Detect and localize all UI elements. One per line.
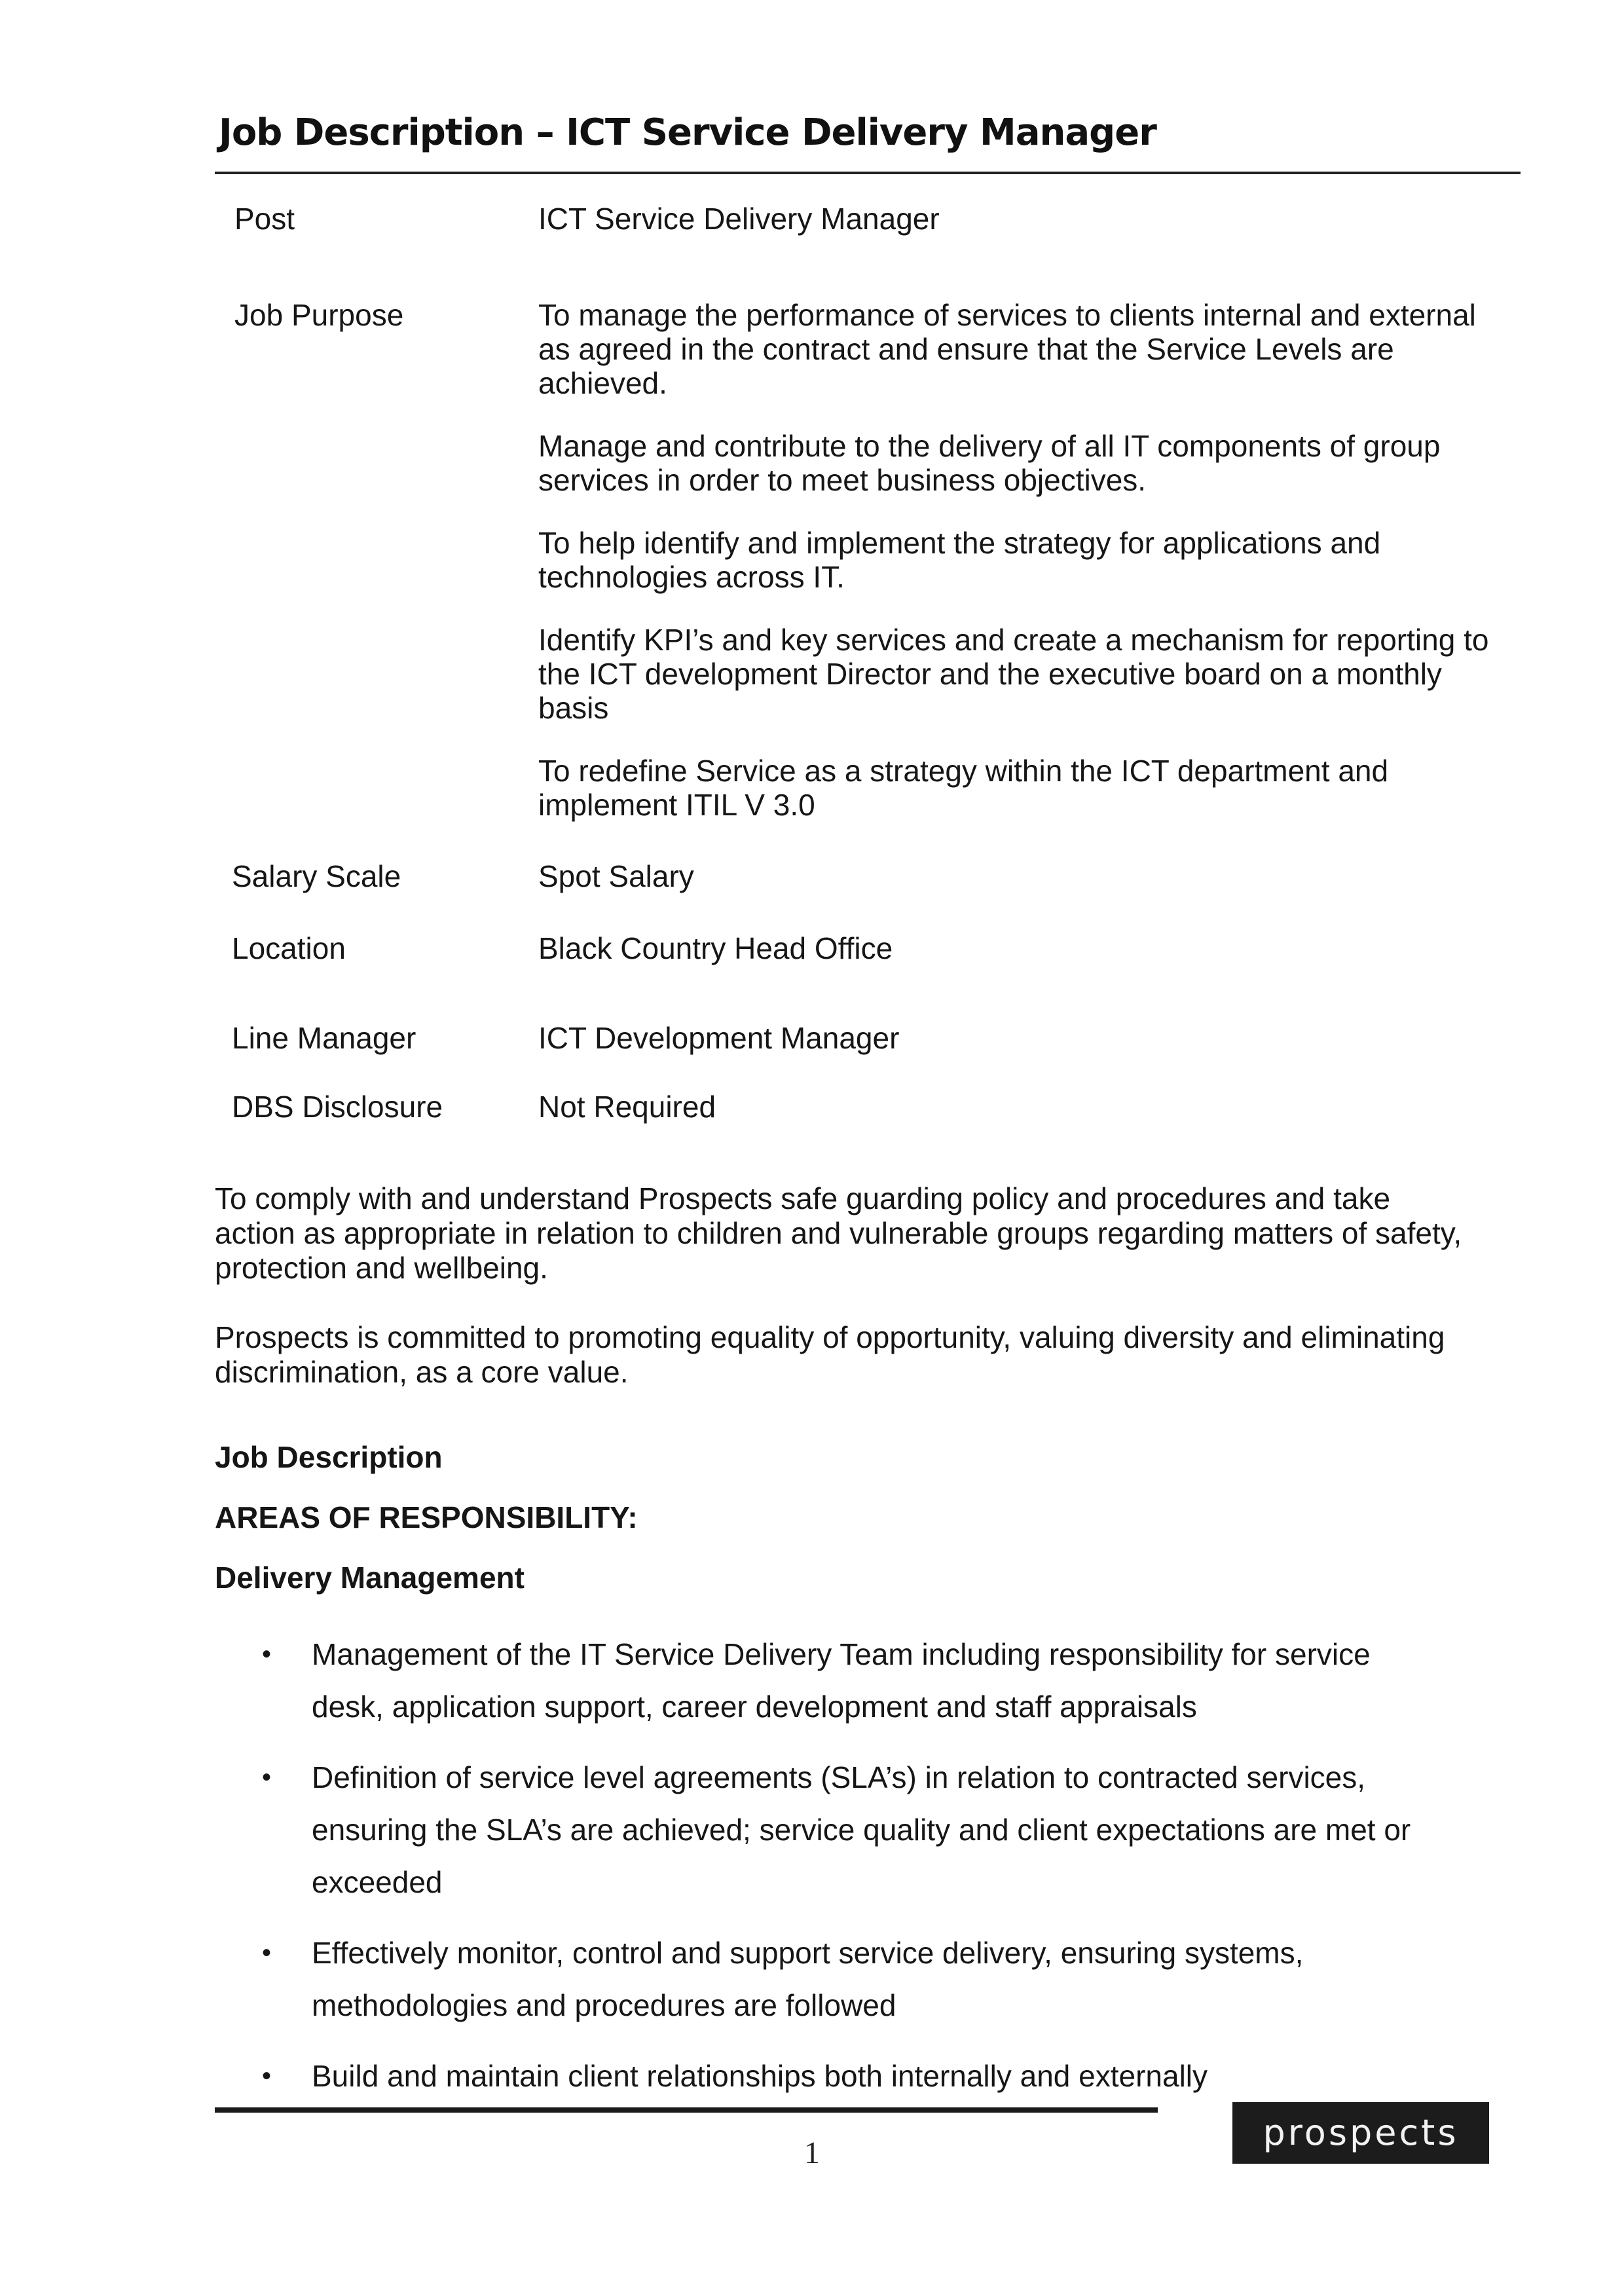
job-description-heading: Job Description [215, 1440, 443, 1474]
location-label: Location [232, 931, 346, 965]
salary-scale-value: Spot Salary [538, 859, 694, 893]
list-item-text: Effectively monitor, control and support service delivery, ensuring systems, methodologies and procedures are followed [312, 1936, 1304, 2022]
list-item-text: Definition of service level agreements (SLA’s) in relation to contracted services, ensuring the SLA’s are achieved; service quality and client expectations are met or exceeded [312, 1760, 1411, 1899]
safeguarding-statement: To comply with and understand Prospects safe guarding policy and procedures and take action as appropriate in relation to children and vulnerable groups regarding matters of safety, protection and wellbeing. [215, 1181, 1462, 1285]
post-value: ICT Service Delivery Manager [538, 202, 940, 236]
title-divider [215, 172, 1521, 174]
location-value: Black Country Head Office [538, 931, 893, 965]
bullet-icon: • [262, 1938, 272, 1967]
list-item-text: Management of the IT Service Delivery Team including responsibility for service desk, application support, career development and staff appraisals [312, 1637, 1371, 1724]
dbs-disclosure-label: DBS Disclosure [232, 1090, 443, 1124]
delivery-management-heading: Delivery Management [215, 1561, 525, 1595]
job-purpose-paragraph: To help identify and implement the strategy for applications and technologies across IT. [538, 526, 1381, 594]
dbs-disclosure-value: Not Required [538, 1090, 716, 1124]
job-purpose-paragraph: Manage and contribute to the delivery of all IT components of group services in order to meet business objectives. [538, 429, 1441, 497]
list-item-text: Build and maintain client relationships both internally and externally [312, 2059, 1208, 2093]
list-item [0, 1751, 1624, 1908]
delivery-management-list [0, 1628, 1624, 2120]
bullet-icon: • [262, 1763, 272, 1792]
prospects-logo: prospects [1232, 2102, 1489, 2164]
job-purpose-paragraph: Identify KPI’s and key services and create a mechanism for reporting to the ICT development Director and the executive board on a monthly basis [538, 623, 1489, 725]
footer-divider [215, 2107, 1158, 2113]
job-purpose-paragraph: To redefine Service as a strategy within the ICT department and implement ITIL V 3.0 [538, 754, 1389, 822]
line-manager-label: Line Manager [232, 1021, 416, 1055]
bullet-icon: • [262, 2062, 272, 2090]
post-label: Post [234, 202, 295, 236]
bullet-icon: • [262, 1640, 272, 1669]
salary-scale-label: Salary Scale [232, 859, 401, 893]
areas-of-responsibility-heading: AREAS OF RESPONSIBILITY: [215, 1500, 638, 1534]
list-item [0, 1628, 1624, 1733]
equality-statement: Prospects is committed to promoting equality of opportunity, valuing diversity and eliminating discrimination, as a core value. [215, 1320, 1445, 1389]
page-number: 1 [804, 2136, 820, 2170]
list-item [0, 1927, 1624, 2031]
list-item [0, 2050, 1624, 2102]
job-purpose-value [538, 298, 1507, 822]
line-manager-value: ICT Development Manager [538, 1021, 900, 1055]
job-purpose-paragraph: To manage the performance of services to clients internal and external as agreed in the contract and ensure that the Service Levels are achieved. [538, 298, 1476, 400]
page-title: Job Description – ICT Service Delivery Manager [219, 111, 1156, 154]
job-purpose-label: Job Purpose [234, 298, 404, 332]
